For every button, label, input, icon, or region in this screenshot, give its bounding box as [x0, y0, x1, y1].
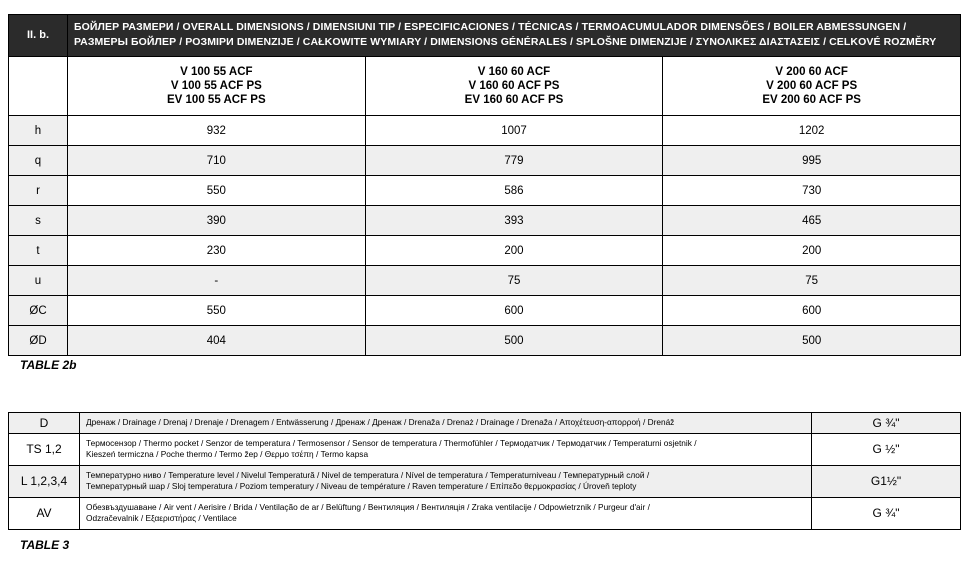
- cell-value: 1007: [365, 116, 663, 146]
- table-row: [9, 266, 961, 296]
- cell-value: 500: [663, 326, 961, 356]
- connection-description: [80, 497, 812, 529]
- column-header-1: [68, 57, 366, 116]
- table-2b-title-row: [9, 15, 961, 57]
- table-3: [8, 412, 961, 530]
- row-label: t: [9, 236, 68, 266]
- table-2b: [8, 14, 961, 356]
- cell-value: 200: [365, 236, 663, 266]
- table-row: [9, 116, 961, 146]
- connection-size: G ¾": [812, 413, 961, 434]
- row-label: q: [9, 146, 68, 176]
- row-label: r: [9, 176, 68, 206]
- column-header-2-line-2: V 160 60 ACF PS: [468, 80, 560, 92]
- cell-value: 550: [68, 296, 366, 326]
- table-2b-caption: TABLE 2b: [20, 358, 77, 372]
- table-row: [9, 497, 961, 529]
- column-header-2-line-1: V 160 60 ACF: [477, 66, 551, 78]
- table-3-caption: TABLE 3: [20, 538, 70, 552]
- cell-value: 200: [663, 236, 961, 266]
- column-header-2-line-3: EV 160 60 ACF PS: [464, 94, 564, 106]
- cell-value: -: [68, 266, 366, 296]
- cell-value: 500: [365, 326, 663, 356]
- connection-description-line: Температурно ниво / Temperature level / Nivelul Temperatură / Nivel de temperatura / Nível de temperatura / Temperaturniveau / Температурный слой /: [86, 469, 650, 480]
- connection-description-line: Kieszeń termiczna / Poche thermo / Termo žep / Θερμο τσέπη / Termo kapsa: [86, 449, 369, 459]
- connection-description-line: Термосензор / Thermo pocket / Senzor de temperatura / Termosensor / Sensor de temperatura / Thermofühler / Термодатчик / Термодатчик / Temperaturni osjetnik /: [86, 437, 697, 448]
- cell-value: 600: [365, 296, 663, 326]
- column-header-3-line-3: EV 200 60 ACF PS: [762, 94, 861, 106]
- cell-value: 586: [365, 176, 663, 206]
- table-row: [9, 326, 961, 356]
- cell-value: 995: [663, 146, 961, 176]
- table-3-container: [8, 412, 961, 530]
- corner-cell: [9, 57, 68, 116]
- table-2b-column-header-row: [9, 57, 961, 116]
- cell-value: 779: [365, 146, 663, 176]
- table-row: [9, 146, 961, 176]
- column-header-1-line-3: EV 100 55 ACF PS: [167, 94, 266, 106]
- row-label: ØC: [9, 296, 68, 326]
- cell-value: 393: [365, 206, 663, 236]
- row-label: s: [9, 206, 68, 236]
- connection-code: AV: [9, 497, 80, 529]
- table-2b-title-line-2: РАЗМЕРЫ БОЙЛЕР / РОЗМІРИ DIMENZIJE / CAŁKOWITE WYMIARY / DIMENSIONS GÉNÉRALES / SPLOŠNE DIMENZIJE / ΣΥΝΟΛΙΚΕΣ ΔΙΑΣΤΑΣΕΙΣ / CELKOVÉ ROZMĚRY: [74, 36, 937, 48]
- connection-size: G1½": [812, 465, 961, 497]
- table-row: [9, 296, 961, 326]
- connection-description-line: Дренаж / Drainage / Drenaj / Drenaje / Drenagem / Entwässerung / Дренаж / Дренаж / Drenaža / Drenaż / Drainage / Drenaža / Αποχέτευση-απορροή / Drenáž: [86, 417, 675, 427]
- cell-value: 710: [68, 146, 366, 176]
- row-label: h: [9, 116, 68, 146]
- cell-value: 75: [365, 266, 663, 296]
- connection-size: G ½": [812, 433, 961, 465]
- section-label: II. b.: [9, 15, 68, 57]
- cell-value: 600: [663, 296, 961, 326]
- table-2b-container: [8, 14, 961, 356]
- cell-value: 404: [68, 326, 366, 356]
- connection-description: [80, 433, 812, 465]
- connection-size: G ¾": [812, 497, 961, 529]
- connection-code: L 1,2,3,4: [9, 465, 80, 497]
- connection-code: TS 1,2: [9, 433, 80, 465]
- connection-description-line: Температурный шар / Sloj temperatura / Poziom temperatury / Niveau de température / Raven temperature / Επίπεδο θερμοκρασίας / Úroveň teploty: [86, 481, 637, 491]
- table-row: [9, 465, 961, 497]
- cell-value: 390: [68, 206, 366, 236]
- table-row: [9, 433, 961, 465]
- table-2b-title: [68, 15, 961, 57]
- cell-value: 730: [663, 176, 961, 206]
- table-2b-title-line-1: БОЙЛЕР РАЗМЕРИ / OVERALL DIMENSIONS / DIMENSIUNI TIP / ESPECIFICACIONES / TÉCNICAS / TERMOACUMULADOR DIMENSÕES / BOILER ABMESSUNGEN /: [74, 21, 907, 33]
- column-header-2: [365, 57, 663, 116]
- cell-value: 465: [663, 206, 961, 236]
- cell-value: 932: [68, 116, 366, 146]
- connection-description-line: Обезвъздушаване / Air vent / Aerisire / Brida / Ventilação de ar / Belüftung / Вентиляция / Вентиляція / Zraka ventilacije / Odpowietrznik / Purgeur d'air /: [86, 501, 650, 512]
- cell-value: 1202: [663, 116, 961, 146]
- table-row: [9, 176, 961, 206]
- cell-value: 230: [68, 236, 366, 266]
- column-header-1-line-2: V 100 55 ACF PS: [170, 80, 262, 92]
- table-row: [9, 413, 961, 434]
- cell-value: 75: [663, 266, 961, 296]
- column-header-1-line-1: V 100 55 ACF: [180, 66, 253, 78]
- row-label: u: [9, 266, 68, 296]
- table-row: [9, 236, 961, 266]
- connection-code: D: [9, 413, 80, 434]
- cell-value: 550: [68, 176, 366, 206]
- connection-description-line: Odzračevalnik / Εξαεριστήρας / Ventilace: [86, 513, 237, 523]
- connection-description: [80, 465, 812, 497]
- table-row: [9, 206, 961, 236]
- column-header-3: [663, 57, 961, 116]
- column-header-3-line-1: V 200 60 ACF: [775, 66, 848, 78]
- row-label: ØD: [9, 326, 68, 356]
- connection-description: [80, 413, 812, 434]
- column-header-3-line-2: V 200 60 ACF PS: [766, 80, 858, 92]
